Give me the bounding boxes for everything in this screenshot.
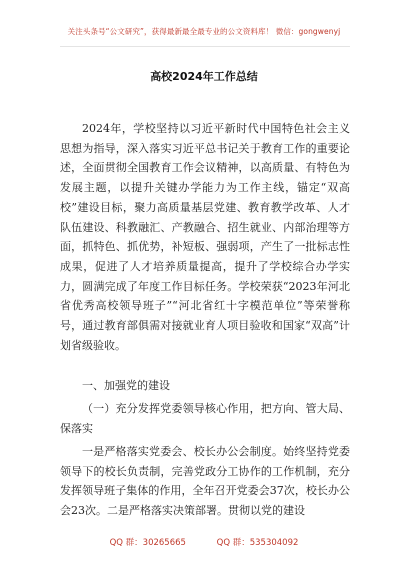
section-heading: 一、加强党的建设 [82,379,170,392]
intro-paragraph: 2024年，学校坚持以习近平新时代中国特色社会主义思想为指导，深入落实习近平总书记关于教育工作的重要论述，全面贯彻全国教育工作会议精神，以高质量、有特色为发展主题，以提升关键办学能力为工作主线，锚定“双高校”建设目标，聚力高质量基层党建、教育教学改革、人才队伍建设、科教融汇、产教融合、招生就业、内部治理等方面，抓特色、抓优势，补短板、强弱项，产生了一批标志性成果，促进了人才培养质量提高，提升了学校综合办学实力，圆满完成了年度工作目标任务。学校荣获“2023年河北省优秀高校领导班子”“河北省红十字模范单位”等荣誉称号，通过教育部俱需对接就业育人项目验收和国家“双高”计划省级验收。 [60,122,350,352]
qq-group-left: QQ 群：30265665 [109,538,186,548]
subsection-heading: （一）充分发挥党委领导核心作用，把方向、管大局、保落实 [60,402,350,435]
body-paragraph: 一是严格落实党委会、校长办公会制度。始终坚持党委领导下的校长负责制，完善党政分工协作的工作机制，充分发挥领导班子集体的作用，全年召开党委会37次，校长办公会23次。二是严格落实决策部署。贯彻以党的建设 [60,445,350,518]
footer-contact [0,536,408,548]
document-title: 高校2024年工作总结 [150,70,258,83]
header-divider [60,46,350,47]
qq-group-right: QQ 群：535304092 [216,538,299,548]
promo-banner: 关注头条号“公文研究”，获得最新最全最专业的公文资料库！ 微信：gongwenyj [67,27,341,36]
